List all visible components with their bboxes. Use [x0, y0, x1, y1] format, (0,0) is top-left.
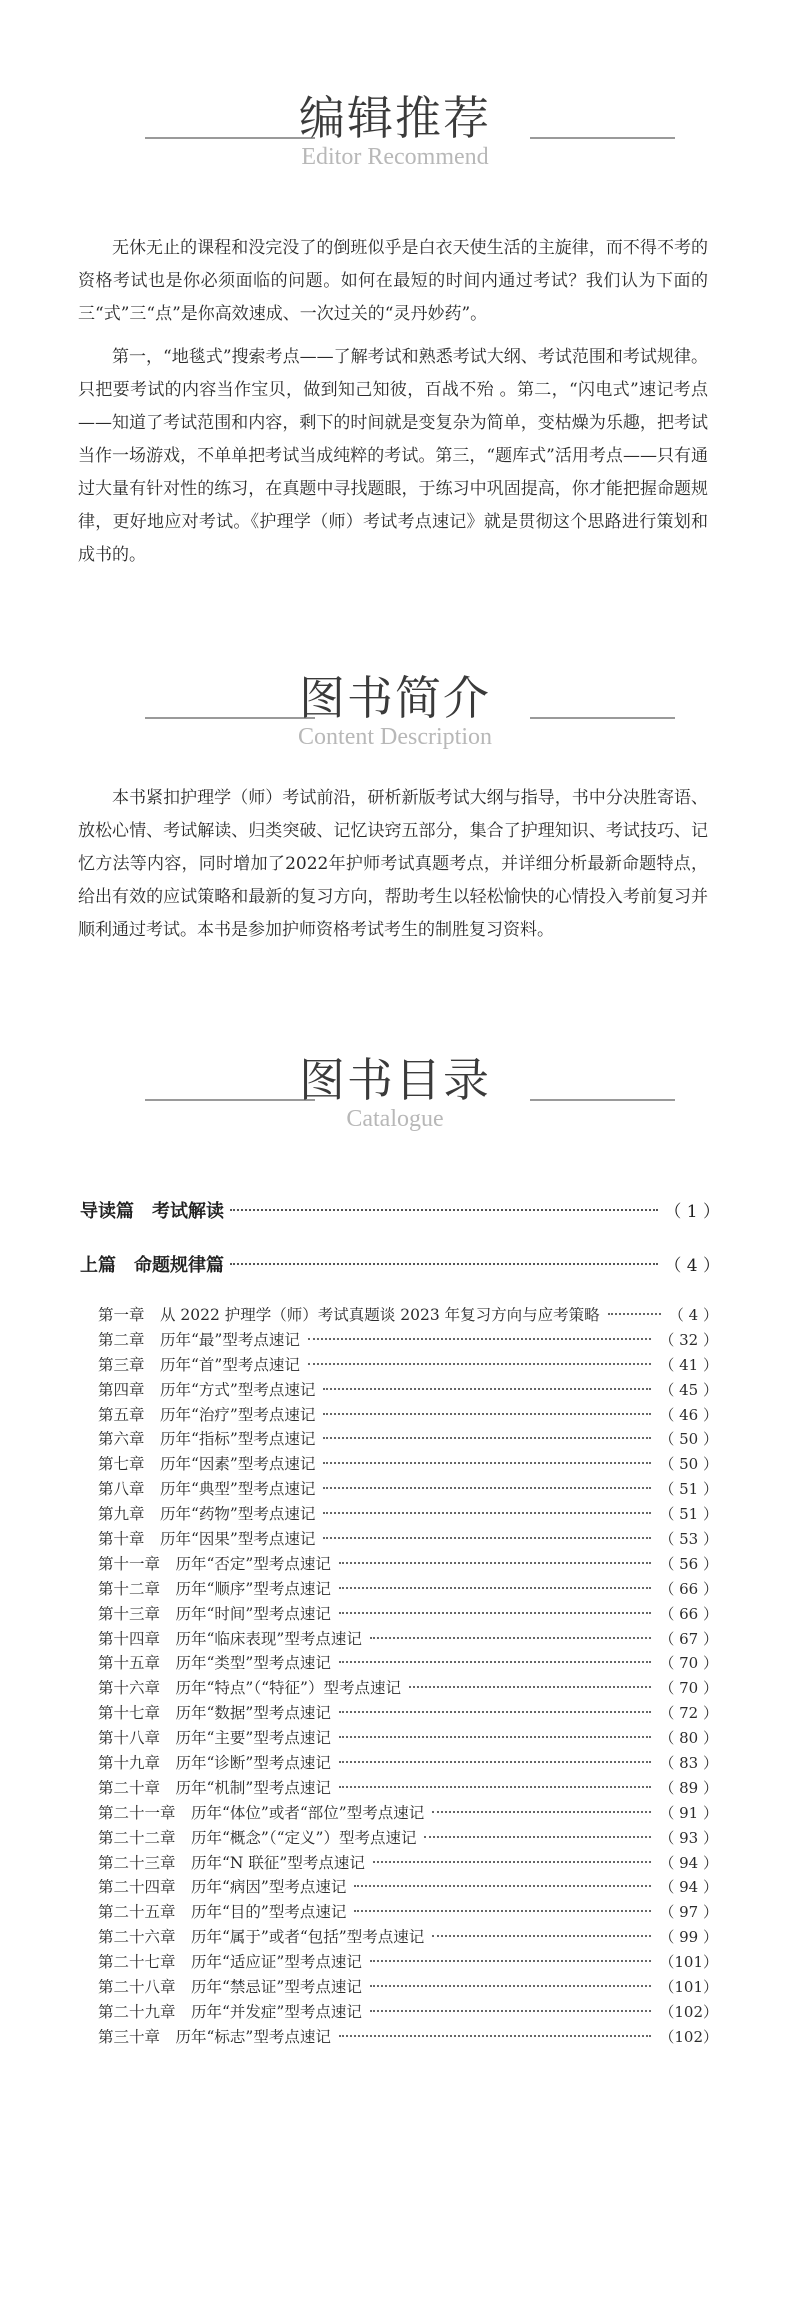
toc-chapter-entry[interactable]: [98, 1452, 718, 1477]
toc-chapter-entry[interactable]: [98, 1751, 718, 1776]
leader-dots: [339, 1711, 652, 1713]
content-description-text: [78, 782, 708, 947]
toc-chapter-entry[interactable]: [98, 1875, 718, 1900]
toc-entry-label: 上篇 命题规律篇: [80, 1255, 224, 1276]
toc-chapter-entry[interactable]: [98, 2000, 718, 2025]
toc-entry-label: 第二十二章 历年“概念”（“定义”）型考点速记: [98, 1828, 417, 1847]
toc-entry-label: 第二十章 历年“机制”型考点速记: [98, 1778, 331, 1797]
toc-page-number: （ 66 ）: [659, 1604, 718, 1623]
toc-entry-label: 第四章 历年“方式”型考点速记: [98, 1380, 316, 1399]
leader-dots: [323, 1437, 651, 1439]
toc-chapter-entry[interactable]: [98, 1303, 718, 1328]
toc-chapter-entry[interactable]: [98, 1900, 718, 1925]
toc-page-number: （ 70 ）: [659, 1679, 718, 1698]
leader-dots: [339, 2035, 652, 2037]
leader-dots: [409, 1686, 651, 1688]
section-subtitle: Catalogue: [346, 1106, 444, 1132]
toc-chapter-entry[interactable]: [98, 1950, 718, 1975]
leader-dots: [230, 1209, 658, 1211]
toc-entry-label: 第十章 历年“因果”型考点速记: [98, 1530, 316, 1549]
toc-page-number: （101）: [659, 1953, 718, 1972]
toc-page-number: （ 93 ）: [659, 1828, 718, 1847]
toc-entry-label: 第二十六章 历年“属于”或者“包括”型考点速记: [98, 1928, 425, 1947]
toc-entry-label: 第二十五章 历年“目的”型考点速记: [98, 1903, 347, 1922]
toc-entry-label: 第十二章 历年“顺序”型考点速记: [98, 1579, 331, 1598]
toc-chapter-entry[interactable]: [98, 1851, 718, 1876]
leader-dots: [339, 1562, 652, 1564]
toc-chapter-entry[interactable]: [98, 1726, 718, 1751]
toc-entry-label: 第十一章 历年“否定”型考点速记: [98, 1554, 331, 1573]
toc-chapter-entry[interactable]: [98, 2025, 718, 2050]
toc-entry-label: 第十四章 历年“临床表现”型考点速记: [98, 1629, 362, 1648]
leader-dots: [370, 1960, 652, 1962]
leader-dots: [339, 1587, 652, 1589]
toc-entry-label: 第十八章 历年“主要”型考点速记: [98, 1729, 331, 1748]
catalogue-header: [0, 1050, 790, 1140]
section-title: 编辑推荐: [299, 91, 491, 145]
toc-entry-label: 第三十章 历年“标志”型考点速记: [98, 2027, 331, 2046]
toc-entry-label: 第八章 历年“典型”型考点速记: [98, 1480, 316, 1499]
toc-chapter-entry[interactable]: [98, 1925, 718, 1950]
toc-entry-label: 第九章 历年“药物”型考点速记: [98, 1505, 316, 1524]
toc-chapter-entry[interactable]: [98, 1577, 718, 1602]
toc-entry-label: 第二十九章 历年“并发症”型考点速记: [98, 2002, 362, 2021]
toc-page-number: （ 4 ）: [668, 1306, 718, 1324]
toc-page-number: （ 32 ）: [659, 1330, 718, 1349]
section-title: 图书简介: [299, 671, 491, 725]
leader-dots: [230, 1263, 658, 1265]
toc-chapter-entry[interactable]: [98, 1552, 718, 1577]
toc-page-number: （102）: [659, 2002, 718, 2021]
leader-dots: [339, 1786, 652, 1788]
toc-entry-label: 第十六章 历年“特点”（“特征”）型考点速记: [98, 1679, 401, 1698]
toc-page-number: （ 89 ）: [659, 1778, 718, 1797]
toc-entry-label: 第七章 历年“因素”型考点速记: [98, 1455, 316, 1474]
toc-entry-label: 第五章 历年“治疗”型考点速记: [98, 1405, 316, 1424]
toc-chapter-entry[interactable]: [98, 1378, 718, 1403]
toc-entry-label: 第十五章 历年“类型”型考点速记: [98, 1654, 331, 1673]
leader-dots: [323, 1487, 651, 1489]
toc-entry-label: 第三章 历年“首”型考点速记: [98, 1355, 300, 1374]
content-description-header: [0, 668, 790, 758]
leader-dots: [323, 1537, 651, 1539]
toc-chapter-entry[interactable]: [98, 1602, 718, 1627]
toc-chapter-entry[interactable]: [98, 1651, 718, 1676]
toc-chapter-entry[interactable]: [98, 1801, 718, 1826]
toc-page-number: （ 51 ）: [659, 1480, 718, 1499]
toc-page-number: （ 45 ）: [659, 1380, 718, 1399]
leader-dots: [432, 1935, 651, 1937]
toc-page-number: （ 99 ）: [659, 1928, 718, 1947]
paragraph: 无休无止的课程和没完没了的倒班似乎是白衣天使生活的主旋律，而不得不考的资格考试也是你必须面临的问题。如何在最短的时间内通过考试？我们认为下面的三“式”三“点”是你高效速成、一次过关的“灵丹妙药”。: [78, 238, 708, 324]
leader-dots: [354, 1910, 651, 1912]
toc-page-number: （ 66 ）: [659, 1579, 718, 1598]
toc-main-entry[interactable]: [80, 1197, 720, 1227]
leader-dots: [323, 1413, 651, 1415]
leader-dots: [308, 1363, 652, 1365]
section-subtitle: Content Description: [298, 724, 492, 750]
toc-page-number: （ 72 ）: [659, 1704, 718, 1723]
leader-dots: [373, 1861, 652, 1863]
toc-entry-label: 第十三章 历年“时间”型考点速记: [98, 1604, 331, 1623]
leader-dots: [323, 1388, 651, 1390]
toc-page-number: （ 53 ）: [659, 1530, 718, 1549]
toc-entry-label: 第十七章 历年“数据”型考点速记: [98, 1704, 331, 1723]
toc-page-number: （101）: [659, 1978, 718, 1997]
toc-entry-label: 第一章 从 2022 护理学（师）考试真题谈 2023 年复习方向与应考策略: [98, 1306, 600, 1324]
leader-dots: [432, 1811, 651, 1813]
toc-chapter-entry[interactable]: [98, 1427, 718, 1452]
toc-chapter-entry[interactable]: [98, 1328, 718, 1353]
toc-chapter-entry[interactable]: [98, 1353, 718, 1378]
section-subtitle: Editor Recommend: [301, 144, 489, 170]
toc-page-number: （ 83 ）: [659, 1754, 718, 1773]
toc-entry-label: 第二十三章 历年“N 联征”型考点速记: [98, 1853, 365, 1872]
leader-dots: [339, 1761, 652, 1763]
leader-dots: [323, 1462, 651, 1464]
toc-page-number: （ 41 ）: [659, 1355, 718, 1374]
leader-dots: [354, 1885, 651, 1887]
leader-dots: [323, 1512, 651, 1514]
toc-chapter-entry[interactable]: [98, 1676, 718, 1701]
toc-entry-label: 第二章 历年“最”型考点速记: [98, 1330, 300, 1349]
toc-page-number: （102）: [659, 2027, 718, 2046]
toc-chapter-entry[interactable]: [98, 1627, 718, 1652]
leader-dots: [608, 1313, 661, 1315]
leader-dots: [424, 1836, 651, 1838]
section-title: 图书目录: [299, 1053, 491, 1107]
toc-chapter-entry[interactable]: [98, 1502, 718, 1527]
toc-entry-label: 第二十八章 历年“禁忌证”型考点速记: [98, 1978, 362, 1997]
leader-dots: [339, 1661, 652, 1663]
toc-page-number: （ 50 ）: [659, 1430, 718, 1449]
toc-chapter-entry[interactable]: [98, 1403, 718, 1428]
toc-page-number: （ 97 ）: [659, 1903, 718, 1922]
toc-chapter-entry[interactable]: [98, 1527, 718, 1552]
toc-chapter-entry[interactable]: [98, 1776, 718, 1801]
leader-dots: [339, 1612, 652, 1614]
toc-main-entry[interactable]: [80, 1251, 720, 1281]
toc-entry-label: 第十九章 历年“诊断”型考点速记: [98, 1754, 331, 1773]
toc-page-number: （ 91 ）: [659, 1803, 718, 1822]
toc-page-number: （ 94 ）: [659, 1878, 718, 1897]
chapter-list: [98, 1303, 718, 2050]
toc-entry-label: 第二十一章 历年“体位”或者“部位”型考点速记: [98, 1803, 425, 1822]
toc-entry-label: 第六章 历年“指标”型考点速记: [98, 1430, 316, 1449]
leader-dots: [339, 1736, 652, 1738]
toc-page-number: （ 80 ）: [659, 1729, 718, 1748]
toc-page-number: （ 56 ）: [659, 1554, 718, 1573]
toc-page-number: （ 1 ）: [664, 1202, 720, 1222]
editor-recommend-text: [78, 232, 708, 572]
toc-page-number: （ 67 ）: [659, 1629, 718, 1648]
toc-chapter-entry[interactable]: [98, 1975, 718, 2000]
toc-page-number: （ 50 ）: [659, 1455, 718, 1474]
paragraph: 第一，“地毯式”搜索考点——了解考试和熟悉考试大纲、考试范围和考试规律。只把要考试的内容当作宝贝，做到知己知彼，百战不殆 。第二，“闪电式”速记考点——知道了考试范围和内容，剩下的时间就是变复杂为简单，变枯燥为乐趣，把考试当作一场游戏，不单单把考试当成纯粹的考试。第三，“题库式”活用考点——只有通过大量有针对性的练习，在真题中寻找题眼，于练习中巩固提高，你才能把握命题规律，更好地应对考试。《护理学（师）考试考点速记》就是贯彻这个思路进行策划和成书的。: [78, 347, 708, 565]
toc-page-number: （ 94 ）: [659, 1853, 718, 1872]
toc-page-number: （ 70 ）: [659, 1654, 718, 1673]
leader-dots: [370, 1637, 652, 1639]
toc-entry-label: 第二十七章 历年“适应证”型考点速记: [98, 1953, 362, 1972]
toc-chapter-entry[interactable]: [98, 1826, 718, 1851]
paragraph: 本书紧扣护理学（师）考试前沿，研析新版考试大纲与指导，书中分决胜寄语、放松心情、考试解读、归类突破、记忆诀窍五部分，集合了护理知识、考试技巧、记忆方法等内容，同时增加了2022年护师考试真题考点，并详细分析最新命题特点，给出有效的应试策略和最新的复习方向，帮助考生以轻松愉快的心情投入考前复习并顺利通过考试。本书是参加护师资格考试考生的制胜复习资料。: [78, 788, 708, 940]
toc-entry-label: 第二十四章 历年“病因”型考点速记: [98, 1878, 347, 1897]
toc-chapter-entry[interactable]: [98, 1701, 718, 1726]
toc-page-number: （ 4 ）: [664, 1256, 720, 1276]
toc-chapter-entry[interactable]: [98, 1477, 718, 1502]
toc-page-number: （ 46 ）: [659, 1405, 718, 1424]
leader-dots: [370, 2010, 652, 2012]
leader-dots: [308, 1338, 652, 1340]
toc-entry-label: 导读篇 考试解读: [80, 1201, 224, 1222]
leader-dots: [370, 1985, 652, 1987]
toc-page-number: （ 51 ）: [659, 1505, 718, 1524]
editor-recommend-header: [0, 88, 790, 178]
